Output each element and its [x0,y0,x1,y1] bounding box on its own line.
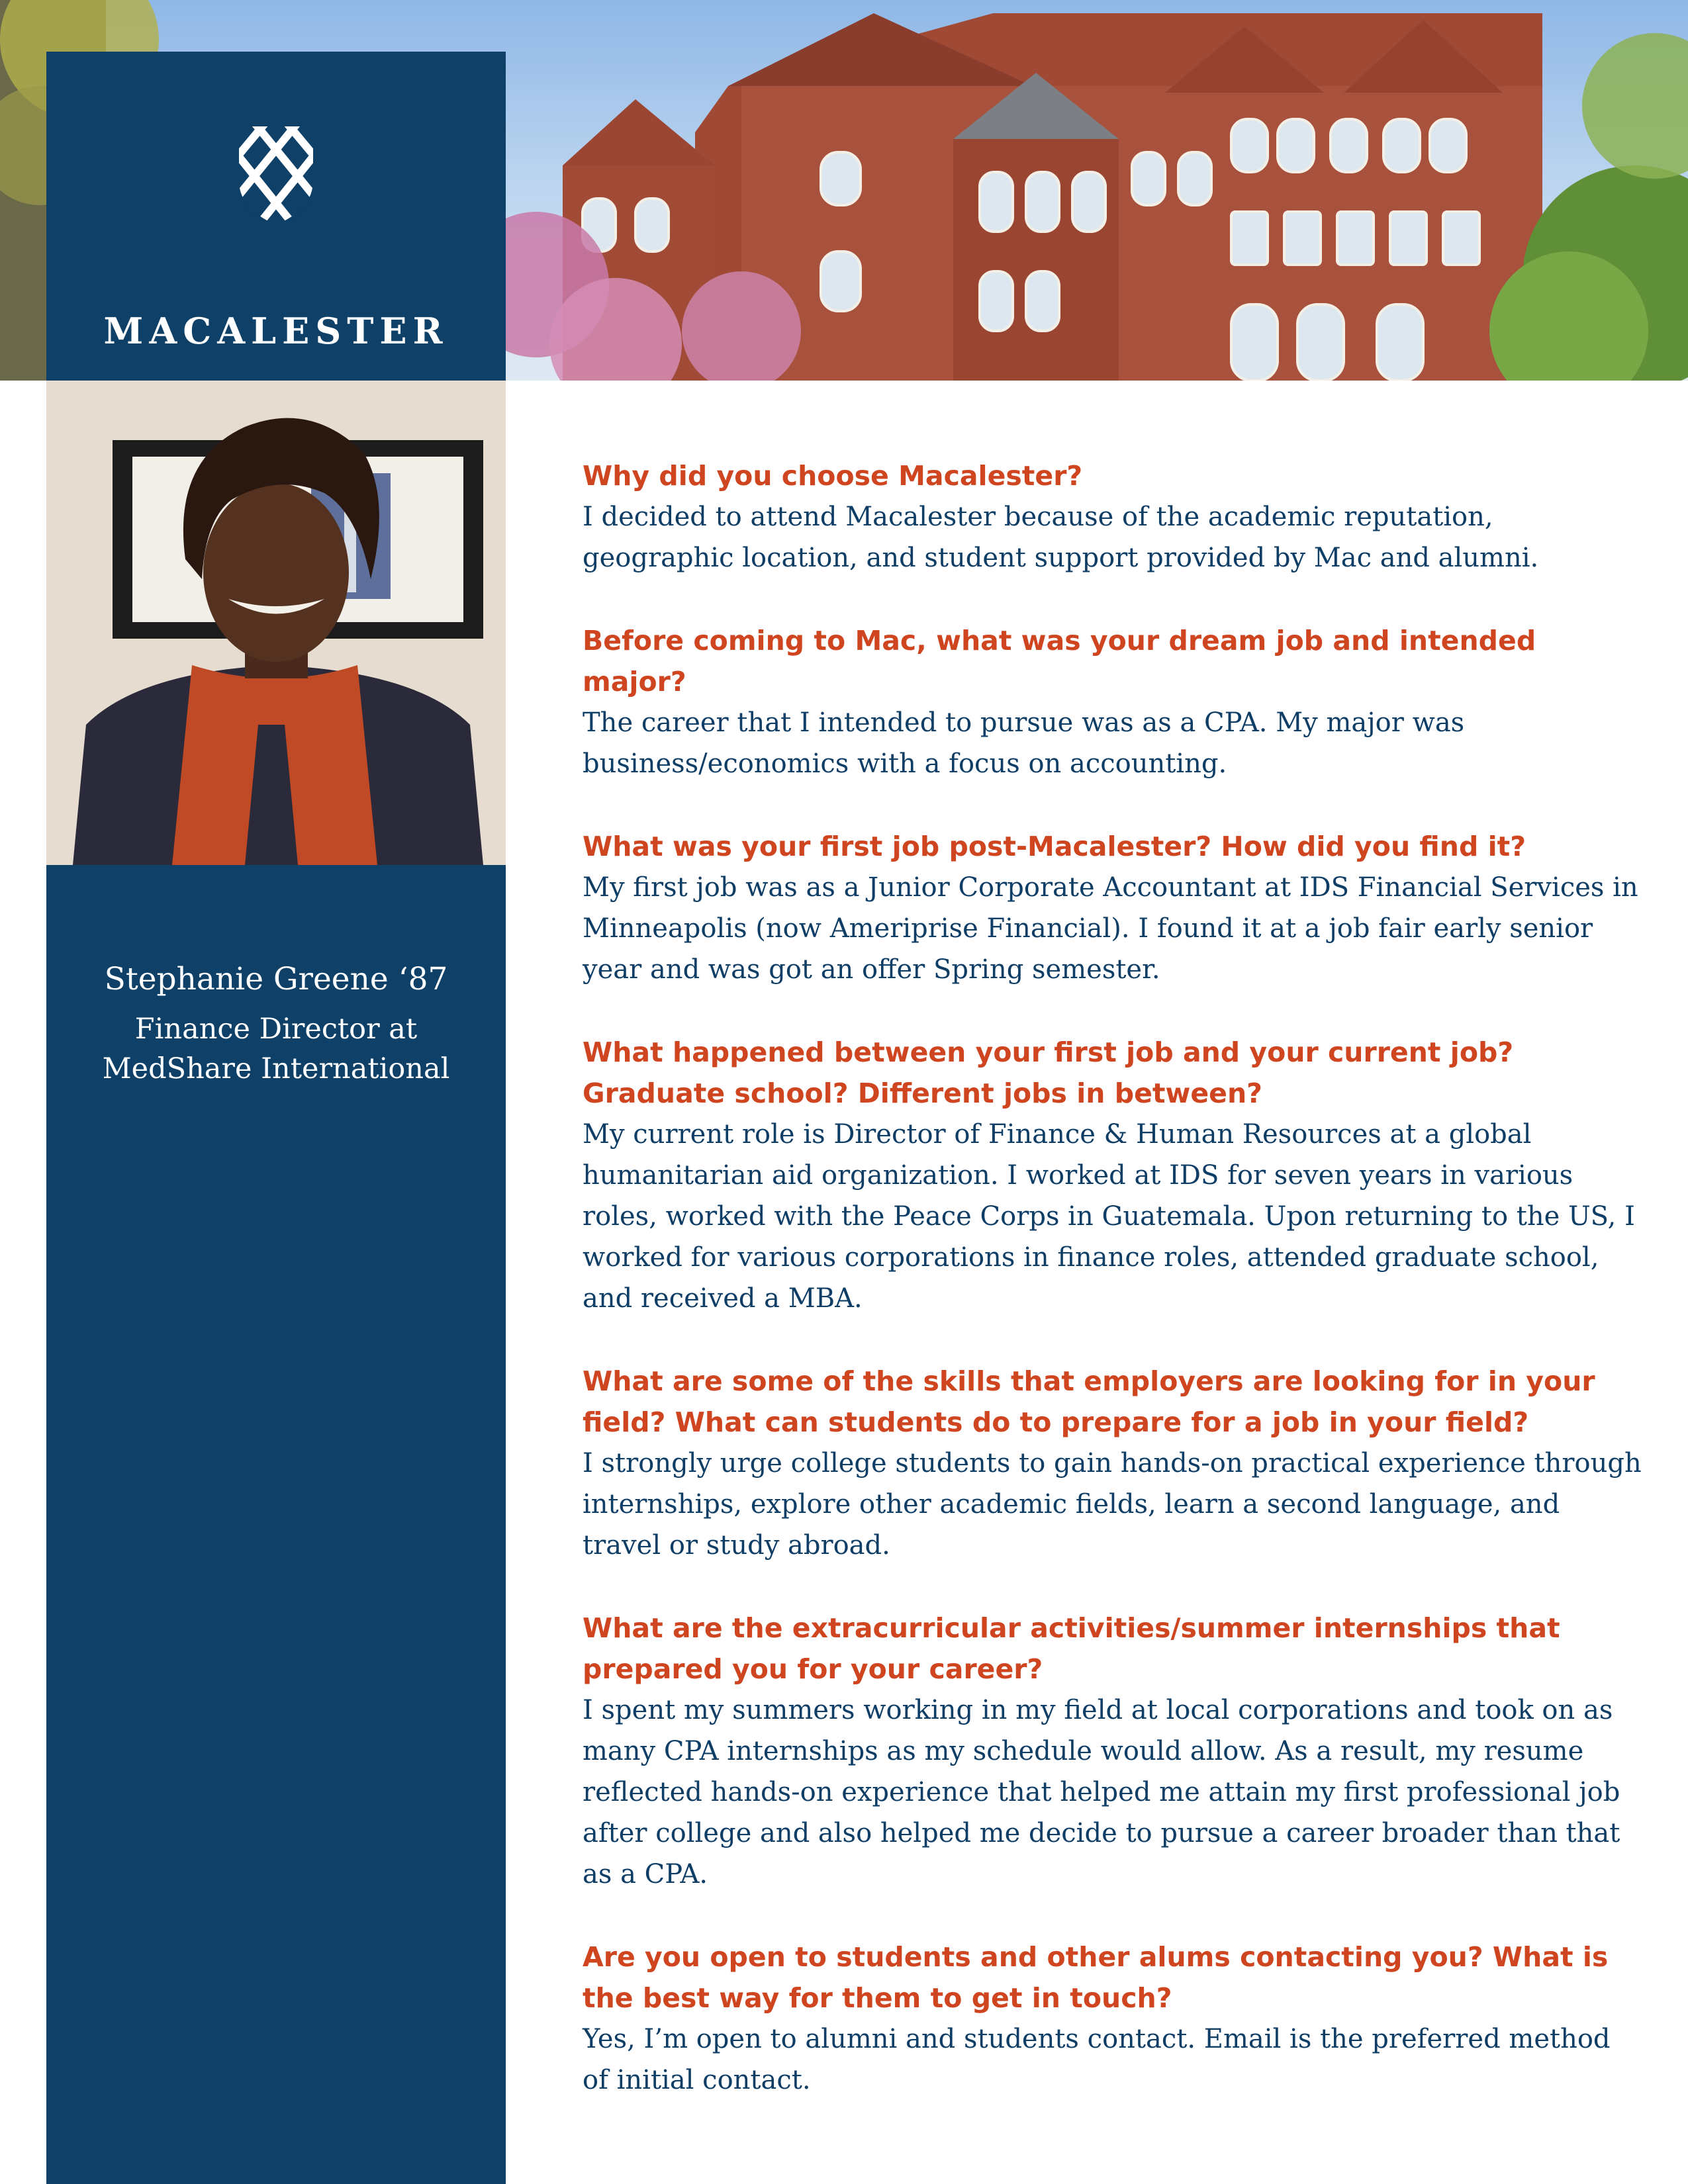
brand-wordmark: MACALESTER [103,310,449,352]
question: Are you open to students and other alums contacting you? What is the best way for them to get in touch? [583,1941,1609,2014]
alumna-portrait-photo [46,381,506,865]
answer: I decided to attend Macalester because of the academic reputation, geographic location, and student support provided by Mac and alumni. [583,502,1539,573]
answer: The career that I intended to pursue was as a CPA. My major was business/economics with a focus on accounting. [583,707,1465,779]
logo-panel [46,52,506,381]
question: Why did you choose Macalester? [583,460,1083,492]
alumna-name: Stephanie Greene ‘87 [104,961,448,997]
answer: Yes, I’m open to alumni and students contact. Email is the preferred method of initial contact. [583,2024,1611,2095]
question: What happened between your first job and your current job? Graduate school? Different jobs in between? [583,1036,1514,1109]
qa-item [583,1608,1642,1895]
profile-sidebar [46,865,506,2184]
qa-item [583,1032,1642,1319]
answer: I strongly urge college students to gain hands-on practical experience through internships, explore other academic fields, learn a second language, and travel or study abroad. [583,1448,1642,1561]
qa-item [583,826,1642,990]
qa-item [583,1936,1642,2101]
answer: My current role is Director of Finance & Human Resources at a global humanitarian aid organization. I worked at IDS for seven years in various roles, worked with the Peace Corps in Guatemala. Upon returning to the US, I worked for various corporations in finance roles, attended graduate school, and received a MBA. [583,1119,1635,1314]
question: What are some of the skills that employers are looking for in your field? What can students do to prepare for a job in your field? [583,1365,1595,1438]
answer: I spent my summers working in my field at local corporations and took on as many CPA internships as my schedule would allow. As a result, my resume reflected hands-on experience that helped me attain my first professional job after college and also helped me decide to pursue a career broader than that as a CPA. [583,1695,1620,1889]
question: What was your first job post-Macalester? How did you find it? [583,831,1526,862]
macalester-shield-logo-icon [232,118,320,230]
qa-item [583,620,1642,784]
answer: My first job was as a Junior Corporate Accountant at IDS Financial Services in Minneapolis (now Ameriprise Financial). I found it at a job fair early senior year and was got an offer Spring semester. [583,872,1638,985]
job-title-line-1: Finance Director at [134,1013,418,1046]
qa-item [583,455,1642,578]
qa-item [583,1361,1642,1566]
interview-qa [583,455,1642,2142]
question: What are the extracurricular activities/summer internships that prepared you for your career? [583,1612,1560,1685]
question: Before coming to Mac, what was your dream job and intended major? [583,625,1536,698]
job-title-line-2: MedShare International [102,1052,450,1085]
